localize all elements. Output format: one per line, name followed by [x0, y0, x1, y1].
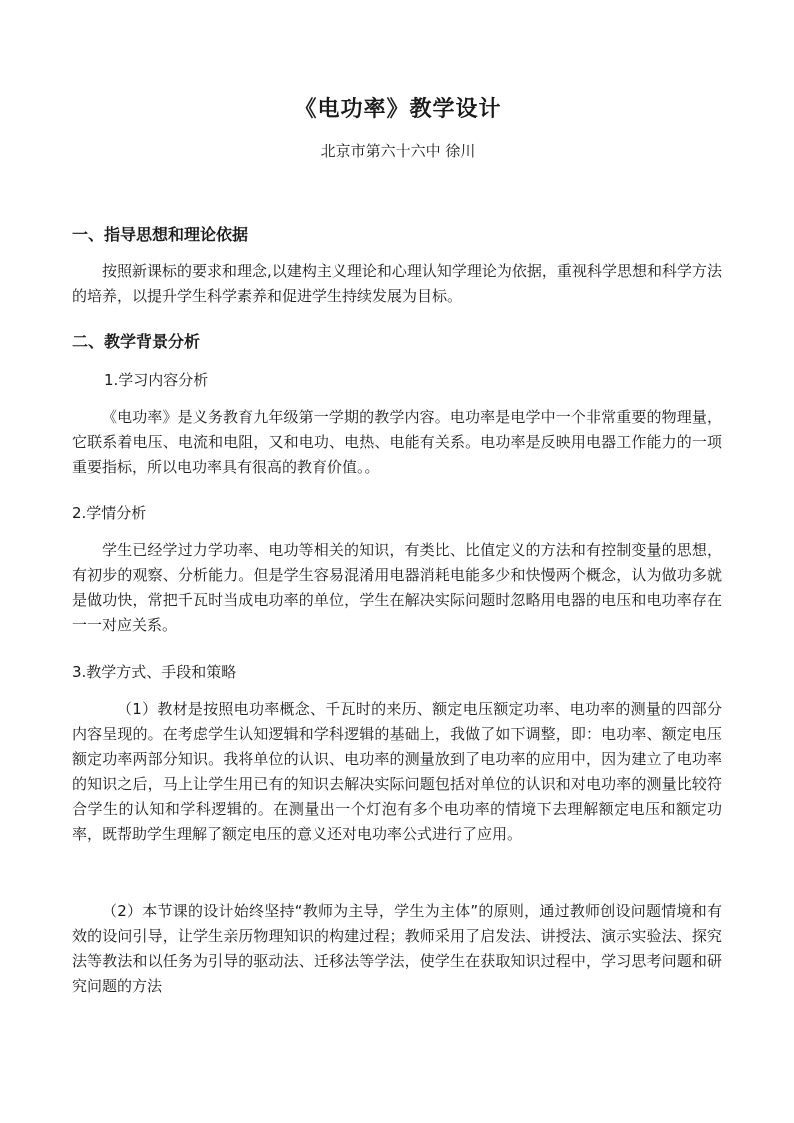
section-heading-guiding-thought: 一、指导思想和理论依据 [72, 225, 249, 244]
subheading-content-analysis: 1.学习内容分析 [104, 371, 209, 389]
subheading-teaching-methods: 3.教学方式、手段和策略 [72, 663, 237, 681]
paragraph-teaching-methods-2: （2）本节课的设计始终坚持“教师为主导，学生为主体”的原则，通过教师创设问题情境和有效的设问引导，让学生亲历物理知识的构建过程；教师采用了启发法、讲授法、演示实验法、探究法等教法和以任务为引导的驱动法、迁移法等学法，使学生在获取知识过程中，学习思考问题和研究问题的方法 [72, 902, 722, 995]
subheading-student-analysis: 2.学情分析 [72, 504, 147, 522]
paragraph-content-analysis: 《电功率》是义务教育九年级第一学期的教学内容。电功率是电学中一个非常重要的物理量，它联系着电压、电流和电阻，又和电功、电热、电能有关系。电功率是反映用电器工作能力的一项重要指标，所以电功率具有很高的教育价值。。 [72, 408, 722, 476]
document-title: 《电功率》教学设计 [294, 97, 502, 122]
document-author: 北京市第六十六中 徐川 [320, 142, 476, 160]
document-page [72, 0, 724, 1123]
section-heading-background: 二、教学背景分析 [72, 332, 201, 351]
paragraph-guiding-thought: 按照新课标的要求和理念,以建构主义理论和心理认知学理论为依据，重视科学思想和科学方法的培养，以提升学生科学素养和促进学生持续发展为目标。 [72, 262, 722, 305]
paragraph-teaching-methods-1: （1）教材是按照电功率概念、千瓦时的来历、额定电压额定功率、电功率的测量的四部分内容呈现的。在考虑学生认知逻辑和学科逻辑的基础上，我做了如下调整，即：电功率、额定电压额定功率两部分知识。我将单位的认识、电功率的测量放到了电功率的应用中，因为建立了电功率的知识之后，马上让学生用已有的知识去解决实际问题包括对单位的认识和对电功率的测量比较符合学生的认知和学科逻辑的。在测量出一个灯泡有多个电功率的情境下去理解额定电压和额定功率，既帮助学生理解了额定电压的意义还对电功率公式进行了应用。 [72, 700, 722, 843]
paragraph-student-analysis: 学生已经学过力学功率、电功等相关的知识，有类比、比值定义的方法和有控制变量的思想，有初步的观察、分析能力。但是学生容易混淆用电器消耗电能多少和快慢两个概念，认为做功多就是做功快，常把千瓦时当成电功率的单位，学生在解决实际问题时忽略用电器的电压和电功率存在一一对应关系。 [72, 541, 722, 634]
